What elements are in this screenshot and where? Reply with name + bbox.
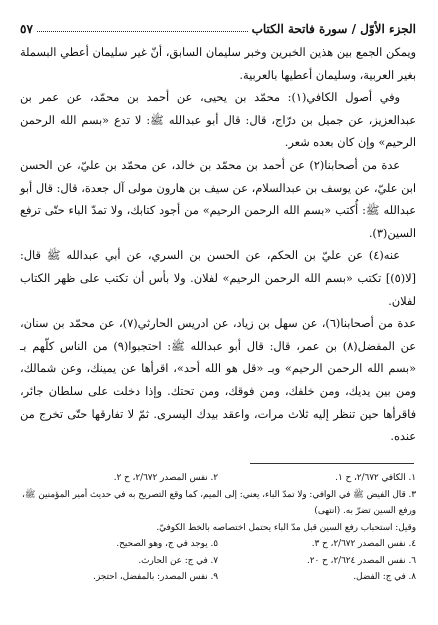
header-dotted-leader [37,31,248,32]
paragraph: وفي أصول الكافي(١): محمّد بن يحيى، عن أحمد بن محمّد، عن عمر بن عبدالعزيز، عن جميل بن درّاج، قال: قال أبو عبدالله ﷺ: لا تدع «بسم الله الرحمن الرحيم» وإن كان بعده شعر. [20,91,416,150]
footnote-row [20,553,416,570]
footnote: ٩. نفس المصدر: بالمفضل، احتجز. [93,572,218,582]
footnotes [20,470,416,586]
running-header [20,18,416,36]
footnote-continuation: وقيل: استحباب رفع السين قبل مدّ الباء يحتمل اختصاصه بالخط الكوفيّ. [156,522,416,533]
footnote: ٥. يوجد في ج، وهو الصحيح. [116,539,218,549]
paragraph: ويمكن الجمع بين هذين الخبرين وخبر سليمان السابق، أنّ غير سليمان أعطي البسملة بغير العربية، وسليمان أعطيها بالعربية. [20,46,416,82]
footnote: ٤. نفس المصدر ٢/٦٧٢، ح ٣. [311,539,416,549]
footnote-row [20,470,416,487]
paragraph: عدة من أصحابنا(٦)، عن سهل بن زياد، عن ادريس الحارثي(٧)، عن محمّد بن سنان، عن المفضل(٨) بن عمر، قال: قال أبو عبدالله ﷺ: احتجبوا(٩) من الناس كلّهم بـ «بسم الله الرحمن الرحيم» وبـ «قل هو الله أحد»، اقرأها عن يمينك، وعن شمالك، ومن بين يديك، ومن خلفك، ومن فوقك، ومن تحتك. وإذا دخلت على سلطان جائر، فاقرأها حين تنظر إليه ثلاث مرات، واعقد بيدك اليسرى. ثمّ لا تفارقها حتّى تخرج من عنده. [20,317,416,444]
paragraph: عنه(٤) عن عليّ بن الحكم، عن الحسن بن السري، عن أبي عبدالله ﷺ قال: [لا(٥)] تكتب «بسم الله الرحمن الرحيم» لفلان. ولا بأس أن تكتب على ظهر الكتاب لفلان. [20,249,416,308]
footnote: ١. الكافي ٢/٦٧٢، ح ١. [335,473,416,483]
footnote: ٣. قال الفيض ﷺ في الوافي: ولا تمدّ الباء، يعني: إلى الميم، كما وقع التصريح به في حديث أمير المؤمنين ﷺ، ورفع السين تضرّ به. (انتهى) [22,489,416,516]
footnote: ٦. نفس المصدر ٢/٦٢٤، ح ٢٠. [307,555,416,566]
header-title: الجزء الأوّل / سورة فاتحة الكتاب [251,22,416,36]
main-text [20,42,416,449]
page-number: ٥٧ [20,22,33,36]
footnote: ٧. في ج: عن الحارث. [138,555,218,566]
footnote-row [20,536,416,553]
paragraph: عدة من أصحابنا(٢) عن أحمد بن محمّد بن خالد، عن محمّد بن عليّ، عن الحسن ابن عليّ، عن يوسف بن عبدالسلام، عن سيف بن هارون مولى آل جعدة، قال: قال أبو عبدالله ﷺ: أُكتب «بسم الله الرحمن الرحيم» من أجود كتابك، ولا تمدّ الباء حتّى ترفع السين(٣). [20,158,416,240]
footnote-row [20,569,416,586]
footnote: ٢. نفس المصدر ٢/٦٧٢، ح ٢. [113,473,218,483]
footnote-separator [250,463,414,464]
footnote: ٨. في ج: الفضل. [353,572,416,582]
